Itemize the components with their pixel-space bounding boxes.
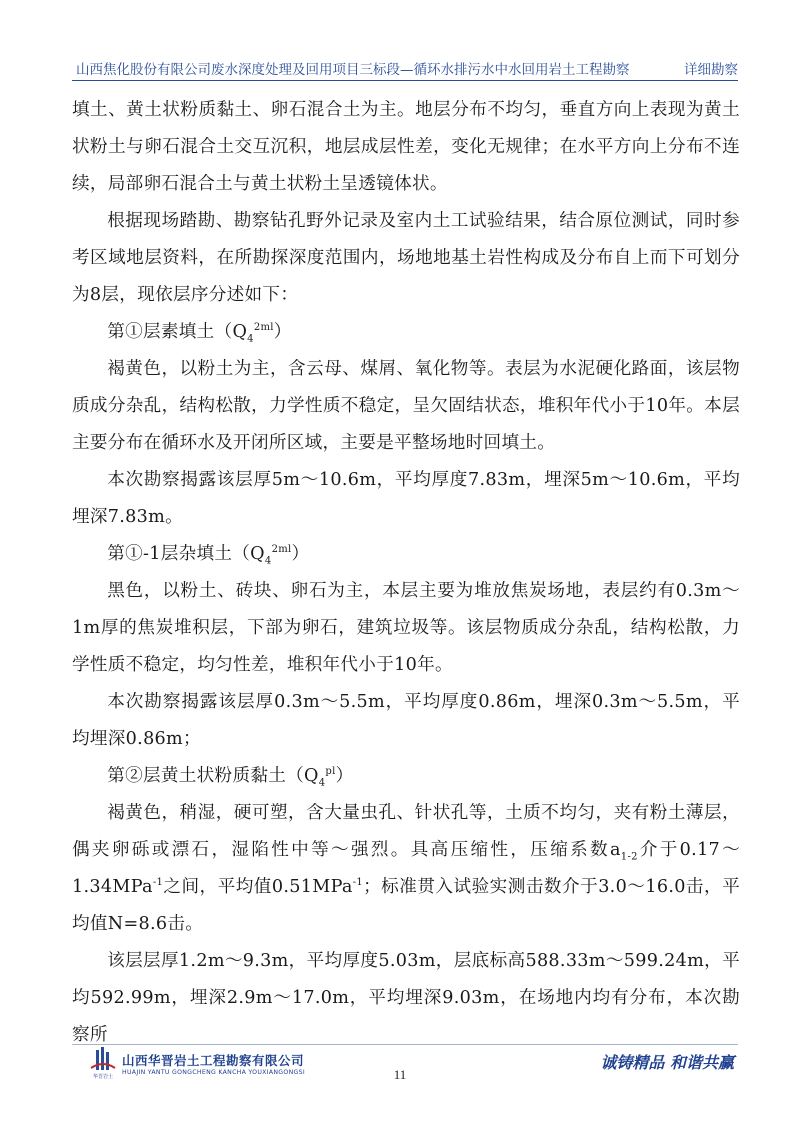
layer-1-1-heading: 第①-1层杂填土$(Q_4^{2ml})$ bbox=[107, 544, 310, 567]
page-number: 11 bbox=[393, 1067, 407, 1082]
paragraph-intro: 根据现场踏勘、勘察钻孔野外记录及室内土工试验结果，结合原位测试，同时参考区域地层资料，在所勘探深度范围内，场地地基土岩性构成及分布自上而下可划分为8层，现依层序分述如下： bbox=[72, 211, 740, 305]
document-body bbox=[72, 92, 740, 1054]
layer-1-thickness: 本次勘察揭露该层厚5m～10.6m，平均厚度7.83m，埋深5m～10.6m，平均埋深7.83m。 bbox=[72, 470, 740, 527]
header-tag: 详细勘察 bbox=[684, 62, 738, 78]
company-name-cn: 山西华晋岩土工程勘察有限公司 bbox=[122, 1053, 305, 1068]
layer-2-thickness: 该层层厚1.2m～9.3m，平均厚度5.03m，层底标高588.33m～599.24m，平均592.99m，埋深2.9m～17.0m，平均埋深9.03m，在场地内均有分布，本次勘察所 bbox=[72, 951, 740, 1045]
company-name-en: HUAJIN YANTU GONGCHENG KANCHA YOUXIANGONGSI bbox=[122, 1069, 305, 1076]
layer-1-description: 褐黄色，以粉土为主，含云母、煤屑、氧化物等。表层为水泥硬化路面，该层物质成分杂乱，结构松散，力学性质不稳定，呈欠固结状态，堆积年代小于10年。本层主要分布在循环水及开闭所区域，主要是平整场地时回填土。 bbox=[72, 359, 740, 453]
header-title: 山西焦化股份有限公司废水深度处理及回用项目三标段—循环水排污水中水回用岩土工程勘察 bbox=[76, 62, 630, 78]
svg-text:华晋岩土: 华晋岩土 bbox=[92, 1074, 114, 1080]
layer-2-heading: 第②层黄土状粉质黏土$(Q_4^{pl})$ bbox=[107, 766, 354, 789]
layer-1-heading: 第①层素填土$(Q_4^{2ml})$ bbox=[107, 322, 292, 345]
company-logo-icon bbox=[88, 1046, 118, 1080]
paragraph-continued: 填土、黄土状粉质黏土、卵石混合土为主。地层分布不均匀，垂直方向上表现为黄土状粉土与卵石混合土交互沉积，地层成层性差，变化无规律；在水平方向上分布不连续，局部卵石混合土与黄土状粉土呈透镜体状。 bbox=[72, 100, 740, 194]
footer-slogan: 诚铸精品 和谐共赢 bbox=[600, 1053, 734, 1072]
footer-divider bbox=[72, 1044, 738, 1045]
layer-1-1-thickness: 本次勘察揭露该层厚0.3m～5.5m，平均厚度0.86m，埋深0.3m～5.5m，平均埋深0.86m； bbox=[72, 692, 740, 749]
layer-2-description: 褐黄色，稍湿，硬可塑，含大量虫孔、针状孔等，土质不均匀，夹有粉土薄层，偶夹卵砾或漂石，湿陷性中等～强烈。具高压缩性，压缩系数$a_{1-2}$介于0.17～1.34MPa$^{-1}$之间，平均值0.51MPa$^{-1}$；标准贯入试验实测击数介于3.0～16.0击，平均值N=8.6击。 bbox=[72, 803, 740, 934]
layer-1-1-description: 黑色，以粉土、砖块、卵石为主，本层主要为堆放焦炭场地，表层约有0.3m～1m厚的焦炭堆积层，下部为卵石，建筑垃圾等。该层物质成分杂乱，结构松散，力学性质不稳定，均匀性差，堆积年代小于10年。 bbox=[72, 581, 740, 675]
header-divider bbox=[72, 80, 738, 81]
page-header bbox=[72, 58, 738, 80]
